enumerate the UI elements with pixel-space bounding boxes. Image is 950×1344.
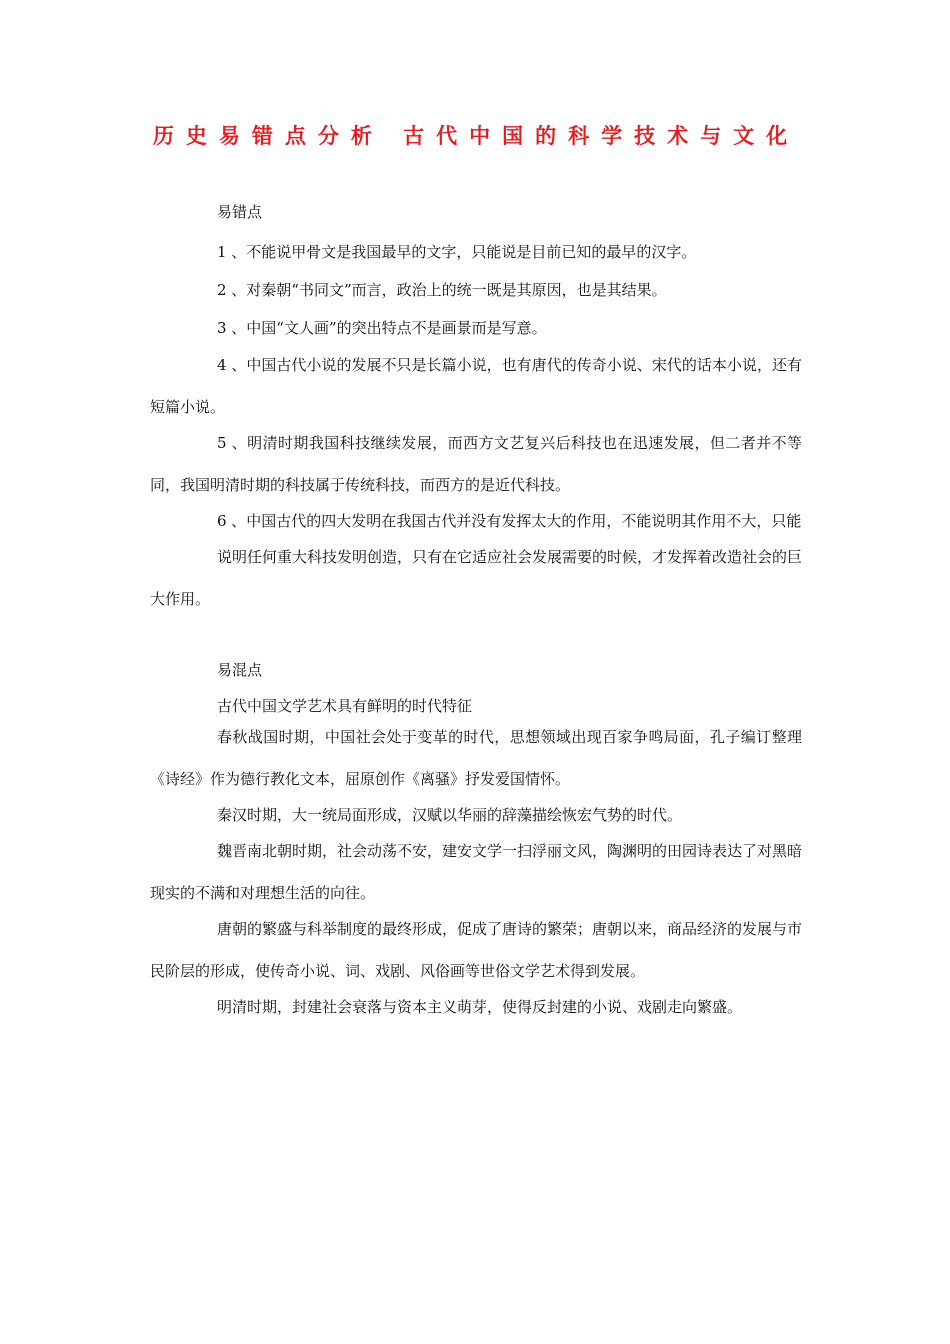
error-point-4: 4 、中国古代小说的发展不只是长篇小说，也有唐代的传奇小说、宋代的话本小说，还有 短篇小说。 bbox=[150, 356, 802, 416]
error-point-6: 6 、中国古代的四大发明在我国古代并没有发挥太大的作用，不能说明其作用不大，只能 bbox=[217, 512, 802, 530]
confusion-point-1: 春秋战国时期，中国社会处于变革的时代，思想领域出现百家争鸣局面，孔子编订整理《诗经》作为德行教化文本，屈原创作《离骚》抒发爱国情怀。 bbox=[150, 728, 802, 788]
error-point-3: 3 、中国“文人画”的突出特点不是画景而是写意。 bbox=[217, 319, 547, 337]
error-point-6-continued: 说明任何重大科技发明创造，只有在它适应社会发展需要的时候，才发挥着改造社会的巨大作用。 bbox=[150, 548, 803, 608]
section-heading-errors: 易错点 bbox=[217, 203, 263, 221]
document-body bbox=[150, 200, 802, 1028]
error-point-2: 2 、对秦朝“书同文”而言，政治上的统一既是其原因，也是其结果。 bbox=[217, 281, 667, 299]
page-title: 历史易错点分析 古代中国的科学技术与文化 bbox=[152, 123, 800, 148]
confusion-point-3: 魏晋南北朝时期，社会动荡不安，建安文学一扫浮丽文风，陶渊明的田园诗表达了对黑暗现实的不满和对理想生活的向往。 bbox=[150, 842, 803, 902]
section-heading-confusions: 易混点 bbox=[217, 661, 263, 679]
error-point-1: 1 、不能说甲骨文是我国最早的文字，只能说是目前已知的最早的汉字。 bbox=[217, 243, 697, 261]
confusion-point-4: 唐朝的繁盛与科举制度的最终形成，促成了唐诗的繁荣；唐朝以来，商品经济的发展与市民阶层的形成，使传奇小说、词、戏剧、风俗画等世俗文学艺术得到发展。 bbox=[150, 920, 803, 980]
confusion-point-2: 秦汉时期，大一统局面形成，汉赋以华丽的辞藻描绘恢宏气势的时代。 bbox=[217, 806, 683, 824]
error-point-5: 5 、明清时期我国科技继续发展，而西方文艺复兴后科技也在迅速发展，但二者并不等同，我国明清时期的科技属于传统科技，而西方的是近代科技。 bbox=[150, 434, 802, 494]
section-subheading: 古代中国文学艺术具有鲜明的时代特征 bbox=[217, 697, 473, 715]
confusion-point-5: 明清时期，封建社会衰落与资本主义萌芽，使得反封建的小说、戏剧走向繁盛。 bbox=[217, 998, 743, 1016]
